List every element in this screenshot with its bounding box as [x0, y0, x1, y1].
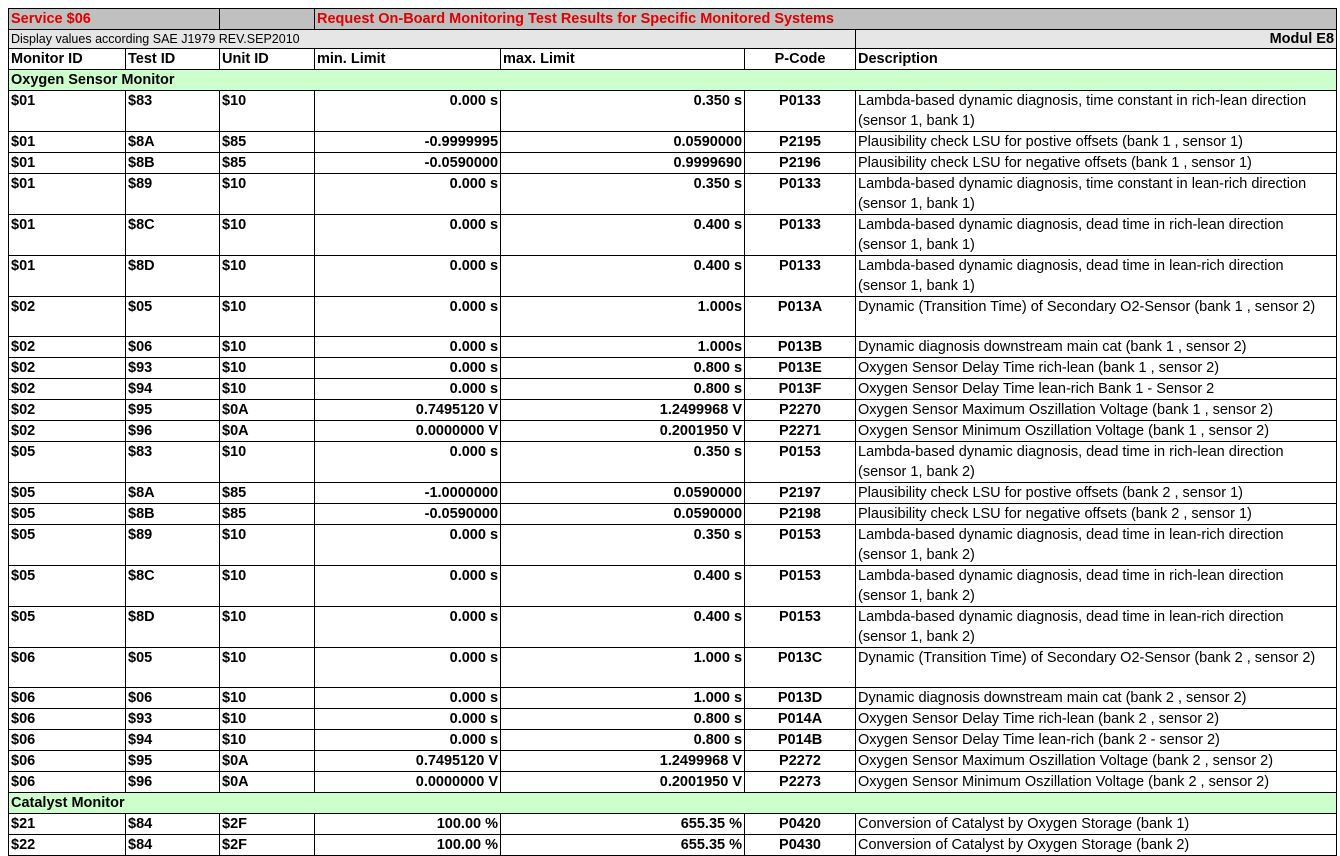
unit-id-cell: $0A	[220, 772, 315, 793]
description-cell: Conversion of Catalyst by Oxygen Storage (bank 2)	[856, 835, 1337, 856]
test-id-cell: $93	[126, 358, 220, 379]
table-row	[9, 525, 1337, 566]
min-limit-cell: 0.000 s	[315, 215, 501, 256]
min-limit-cell: 0.000 s	[315, 442, 501, 483]
min-limit-cell: 0.000 s	[315, 607, 501, 648]
table-row	[9, 483, 1337, 504]
monitor-id-cell: $05	[9, 483, 126, 504]
test-id-cell: $8B	[126, 153, 220, 174]
p-code-cell: P2196	[745, 153, 856, 174]
col-header-description: Description	[856, 49, 1337, 70]
test-id-cell: $06	[126, 688, 220, 709]
monitor-id-cell: $21	[9, 814, 126, 835]
p-code-cell: P0153	[745, 525, 856, 566]
p-code-cell: P0153	[745, 566, 856, 607]
table-row	[9, 504, 1337, 525]
table-row	[9, 297, 1337, 337]
description-cell: Dynamic (Transition Time) of Secondary O2-Sensor (bank 1 , sensor 2)	[856, 297, 1337, 337]
col-header-min-limit: min. Limit	[315, 49, 501, 70]
monitor-id-cell: $06	[9, 709, 126, 730]
monitor-id-cell: $05	[9, 442, 126, 483]
test-id-cell: $8B	[126, 504, 220, 525]
monitor-id-cell: $06	[9, 730, 126, 751]
max-limit-cell: 655.35 %	[501, 835, 745, 856]
monitor-id-cell: $02	[9, 358, 126, 379]
max-limit-cell: 1.000s	[501, 297, 745, 337]
p-code-cell: P0133	[745, 256, 856, 297]
description-cell: Oxygen Sensor Minimum Oszillation Voltage (bank 1 , sensor 2)	[856, 421, 1337, 442]
table-row	[9, 566, 1337, 607]
description-cell: Lambda-based dynamic diagnosis, time constant in rich-lean direction (sensor 1, bank 1)	[856, 91, 1337, 132]
monitor-id-cell: $22	[9, 835, 126, 856]
monitor-id-cell: $05	[9, 566, 126, 607]
description-cell: Lambda-based dynamic diagnosis, dead time in lean-rich direction (sensor 1, bank 2)	[856, 607, 1337, 648]
test-id-cell: $83	[126, 442, 220, 483]
description-cell: Lambda-based dynamic diagnosis, dead time in rich-lean direction (sensor 1, bank 1)	[856, 215, 1337, 256]
test-id-cell: $8A	[126, 132, 220, 153]
monitor-id-cell: $01	[9, 256, 126, 297]
min-limit-cell: 0.000 s	[315, 91, 501, 132]
table-row	[9, 772, 1337, 793]
min-limit-cell: 0.000 s	[315, 730, 501, 751]
monitor-id-cell: $06	[9, 688, 126, 709]
max-limit-cell: 0.350 s	[501, 174, 745, 215]
description-cell: Dynamic (Transition Time) of Secondary O2-Sensor (bank 2 , sensor 2)	[856, 648, 1337, 688]
min-limit-cell: 0.7495120 V	[315, 400, 501, 421]
table-row	[9, 153, 1337, 174]
test-id-cell: $8D	[126, 256, 220, 297]
p-code-cell: P013D	[745, 688, 856, 709]
max-limit-cell: 0.0590000	[501, 483, 745, 504]
max-limit-cell: 1.000 s	[501, 688, 745, 709]
description-cell: Plausibility check LSU for negative offsets (bank 2 , sensor 1)	[856, 504, 1337, 525]
unit-id-cell: $10	[220, 358, 315, 379]
min-limit-cell: 0.000 s	[315, 174, 501, 215]
column-header-row	[9, 49, 1337, 70]
max-limit-cell: 1.2499968 V	[501, 751, 745, 772]
p-code-cell: P2197	[745, 483, 856, 504]
description-cell: Dynamic diagnosis downstream main cat (bank 1 , sensor 2)	[856, 337, 1337, 358]
description-cell: Oxygen Sensor Minimum Oszillation Voltage (bank 2 , sensor 2)	[856, 772, 1337, 793]
max-limit-cell: 0.9999690	[501, 153, 745, 174]
test-id-cell: $05	[126, 297, 220, 337]
description-cell: Lambda-based dynamic diagnosis, dead time in lean-rich direction (sensor 1, bank 2)	[856, 525, 1337, 566]
test-id-cell: $89	[126, 525, 220, 566]
table-row	[9, 358, 1337, 379]
table-row	[9, 421, 1337, 442]
unit-id-cell: $10	[220, 688, 315, 709]
monitoring-results-table	[8, 8, 1337, 856]
test-id-cell: $93	[126, 709, 220, 730]
max-limit-cell: 655.35 %	[501, 814, 745, 835]
p-code-cell: P0420	[745, 814, 856, 835]
monitor-id-cell: $01	[9, 132, 126, 153]
monitor-id-cell: $05	[9, 607, 126, 648]
unit-id-cell: $10	[220, 607, 315, 648]
test-id-cell: $84	[126, 814, 220, 835]
table-row	[9, 709, 1337, 730]
max-limit-cell: 0.0590000	[501, 132, 745, 153]
p-code-cell: P013A	[745, 297, 856, 337]
service-label: Service $06	[9, 9, 220, 30]
min-limit-cell: 0.000 s	[315, 256, 501, 297]
table-row	[9, 174, 1337, 215]
description-cell: Lambda-based dynamic diagnosis, dead time in rich-lean direction (sensor 1, bank 2)	[856, 566, 1337, 607]
test-id-cell: $8D	[126, 607, 220, 648]
unit-id-cell: $85	[220, 153, 315, 174]
test-id-cell: $94	[126, 730, 220, 751]
unit-id-cell: $85	[220, 132, 315, 153]
table-row	[9, 379, 1337, 400]
monitor-id-cell: $05	[9, 504, 126, 525]
unit-id-cell: $10	[220, 256, 315, 297]
description-cell: Lambda-based dynamic diagnosis, dead time in rich-lean direction (sensor 1, bank 2)	[856, 442, 1337, 483]
description-cell: Oxygen Sensor Maximum Oszillation Voltage (bank 2 , sensor 2)	[856, 751, 1337, 772]
description-cell: Oxygen Sensor Delay Time rich-lean (bank 1 , sensor 2)	[856, 358, 1337, 379]
description-cell: Plausibility check LSU for negative offsets (bank 1 , sensor 1)	[856, 153, 1337, 174]
description-cell: Oxygen Sensor Delay Time lean-rich (bank 2 - sensor 2)	[856, 730, 1337, 751]
monitor-id-cell: $01	[9, 91, 126, 132]
unit-id-cell: $2F	[220, 835, 315, 856]
p-code-cell: P0133	[745, 91, 856, 132]
p-code-cell: P013B	[745, 337, 856, 358]
table-row	[9, 132, 1337, 153]
monitor-id-cell: $02	[9, 421, 126, 442]
min-limit-cell: -0.9999995	[315, 132, 501, 153]
test-id-cell: $8C	[126, 566, 220, 607]
min-limit-cell: -0.0590000	[315, 504, 501, 525]
min-limit-cell: 0.000 s	[315, 297, 501, 337]
max-limit-cell: 0.400 s	[501, 566, 745, 607]
table-row	[9, 337, 1337, 358]
unit-id-cell: $10	[220, 174, 315, 215]
blank-cell	[220, 9, 315, 30]
test-id-cell: $96	[126, 421, 220, 442]
p-code-cell: P014B	[745, 730, 856, 751]
report-title: Request On-Board Monitoring Test Results for Specific Monitored Systems	[315, 9, 1337, 30]
max-limit-cell: 0.400 s	[501, 256, 745, 297]
p-code-cell: P2272	[745, 751, 856, 772]
col-header-unit-id: Unit ID	[220, 49, 315, 70]
p-code-cell: P0153	[745, 607, 856, 648]
monitor-id-cell: $02	[9, 297, 126, 337]
table-row	[9, 215, 1337, 256]
p-code-cell: P2273	[745, 772, 856, 793]
col-header-monitor-id: Monitor ID	[9, 49, 126, 70]
test-id-cell: $95	[126, 751, 220, 772]
monitor-id-cell: $01	[9, 174, 126, 215]
max-limit-cell: 0.350 s	[501, 91, 745, 132]
table-row	[9, 442, 1337, 483]
test-id-cell: $84	[126, 835, 220, 856]
section-header-row	[9, 793, 1337, 814]
min-limit-cell: 0.000 s	[315, 648, 501, 688]
test-id-cell: $96	[126, 772, 220, 793]
unit-id-cell: $10	[220, 215, 315, 256]
monitor-id-cell: $02	[9, 337, 126, 358]
min-limit-cell: 0.000 s	[315, 358, 501, 379]
unit-id-cell: $85	[220, 483, 315, 504]
unit-id-cell: $0A	[220, 400, 315, 421]
table-row	[9, 835, 1337, 856]
min-limit-cell: 0.0000000 V	[315, 421, 501, 442]
unit-id-cell: $10	[220, 379, 315, 400]
description-cell: Plausibility check LSU for postive offsets (bank 1 , sensor 1)	[856, 132, 1337, 153]
p-code-cell: P0153	[745, 442, 856, 483]
table-row	[9, 400, 1337, 421]
col-header-test-id: Test ID	[126, 49, 220, 70]
unit-id-cell: $10	[220, 337, 315, 358]
monitor-id-cell: $05	[9, 525, 126, 566]
table-row	[9, 607, 1337, 648]
test-id-cell: $05	[126, 648, 220, 688]
max-limit-cell: 1.000s	[501, 337, 745, 358]
p-code-cell: P2198	[745, 504, 856, 525]
monitor-id-cell: $02	[9, 400, 126, 421]
description-cell: Oxygen Sensor Maximum Oszillation Voltage (bank 1 , sensor 2)	[856, 400, 1337, 421]
max-limit-cell: 0.400 s	[501, 607, 745, 648]
section-title: Oxygen Sensor Monitor	[9, 70, 1337, 91]
max-limit-cell: 0.800 s	[501, 709, 745, 730]
p-code-cell: P013E	[745, 358, 856, 379]
min-limit-cell: 0.000 s	[315, 379, 501, 400]
min-limit-cell: 0.000 s	[315, 337, 501, 358]
unit-id-cell: $10	[220, 566, 315, 607]
table-row	[9, 730, 1337, 751]
table-row	[9, 814, 1337, 835]
section-title: Catalyst Monitor	[9, 793, 1337, 814]
max-limit-cell: 0.800 s	[501, 358, 745, 379]
max-limit-cell: 0.350 s	[501, 525, 745, 566]
unit-id-cell: $0A	[220, 421, 315, 442]
description-cell: Oxygen Sensor Delay Time rich-lean (bank 2 , sensor 2)	[856, 709, 1337, 730]
monitor-id-cell: $06	[9, 751, 126, 772]
description-cell: Dynamic diagnosis downstream main cat (bank 2 , sensor 2)	[856, 688, 1337, 709]
table-row	[9, 751, 1337, 772]
min-limit-cell: 0.7495120 V	[315, 751, 501, 772]
table-row	[9, 648, 1337, 688]
note-row	[9, 30, 1337, 49]
min-limit-cell: -1.0000000	[315, 483, 501, 504]
table-row	[9, 256, 1337, 297]
test-id-cell: $8A	[126, 483, 220, 504]
min-limit-cell: 100.00 %	[315, 835, 501, 856]
p-code-cell: P0133	[745, 174, 856, 215]
max-limit-cell: 0.400 s	[501, 215, 745, 256]
unit-id-cell: $0A	[220, 751, 315, 772]
col-header-p-code: P-Code	[745, 49, 856, 70]
unit-id-cell: $2F	[220, 814, 315, 835]
test-id-cell: $94	[126, 379, 220, 400]
description-cell: Plausibility check LSU for postive offsets (bank 2 , sensor 1)	[856, 483, 1337, 504]
max-limit-cell: 0.800 s	[501, 730, 745, 751]
p-code-cell: P0430	[745, 835, 856, 856]
test-id-cell: $83	[126, 91, 220, 132]
unit-id-cell: $10	[220, 297, 315, 337]
p-code-cell: P2270	[745, 400, 856, 421]
max-limit-cell: 1.2499968 V	[501, 400, 745, 421]
min-limit-cell: 0.0000000 V	[315, 772, 501, 793]
monitor-id-cell: $06	[9, 772, 126, 793]
max-limit-cell: 0.2001950 V	[501, 772, 745, 793]
test-id-cell: $8C	[126, 215, 220, 256]
unit-id-cell: $10	[220, 648, 315, 688]
display-note: Display values according SAE J1979 REV.SEP2010	[9, 30, 856, 49]
unit-id-cell: $10	[220, 525, 315, 566]
unit-id-cell: $85	[220, 504, 315, 525]
col-header-max-limit: max. Limit	[501, 49, 745, 70]
module-label: Modul E8	[856, 30, 1337, 49]
unit-id-cell: $10	[220, 442, 315, 483]
p-code-cell: P013F	[745, 379, 856, 400]
min-limit-cell: 100.00 %	[315, 814, 501, 835]
p-code-cell: P2271	[745, 421, 856, 442]
unit-id-cell: $10	[220, 730, 315, 751]
p-code-cell: P0133	[745, 215, 856, 256]
monitor-id-cell: $02	[9, 379, 126, 400]
min-limit-cell: 0.000 s	[315, 525, 501, 566]
unit-id-cell: $10	[220, 709, 315, 730]
min-limit-cell: 0.000 s	[315, 566, 501, 607]
p-code-cell: P013C	[745, 648, 856, 688]
description-cell: Lambda-based dynamic diagnosis, time constant in lean-rich direction (sensor 1, bank 1)	[856, 174, 1337, 215]
test-id-cell: $95	[126, 400, 220, 421]
table-row	[9, 91, 1337, 132]
min-limit-cell: -0.0590000	[315, 153, 501, 174]
test-id-cell: $89	[126, 174, 220, 215]
max-limit-cell: 0.800 s	[501, 379, 745, 400]
min-limit-cell: 0.000 s	[315, 688, 501, 709]
max-limit-cell: 0.0590000	[501, 504, 745, 525]
max-limit-cell: 0.2001950 V	[501, 421, 745, 442]
description-cell: Oxygen Sensor Delay Time lean-rich Bank 1 - Sensor 2	[856, 379, 1337, 400]
description-cell: Conversion of Catalyst by Oxygen Storage (bank 1)	[856, 814, 1337, 835]
test-id-cell: $06	[126, 337, 220, 358]
description-cell: Lambda-based dynamic diagnosis, dead time in lean-rich direction (sensor 1, bank 1)	[856, 256, 1337, 297]
p-code-cell: P2195	[745, 132, 856, 153]
section-header-row	[9, 70, 1337, 91]
max-limit-cell: 1.000 s	[501, 648, 745, 688]
monitor-id-cell: $01	[9, 215, 126, 256]
monitor-id-cell: $01	[9, 153, 126, 174]
p-code-cell: P014A	[745, 709, 856, 730]
monitor-id-cell: $06	[9, 648, 126, 688]
title-row	[9, 9, 1337, 30]
max-limit-cell: 0.350 s	[501, 442, 745, 483]
min-limit-cell: 0.000 s	[315, 709, 501, 730]
table-row	[9, 688, 1337, 709]
unit-id-cell: $10	[220, 91, 315, 132]
